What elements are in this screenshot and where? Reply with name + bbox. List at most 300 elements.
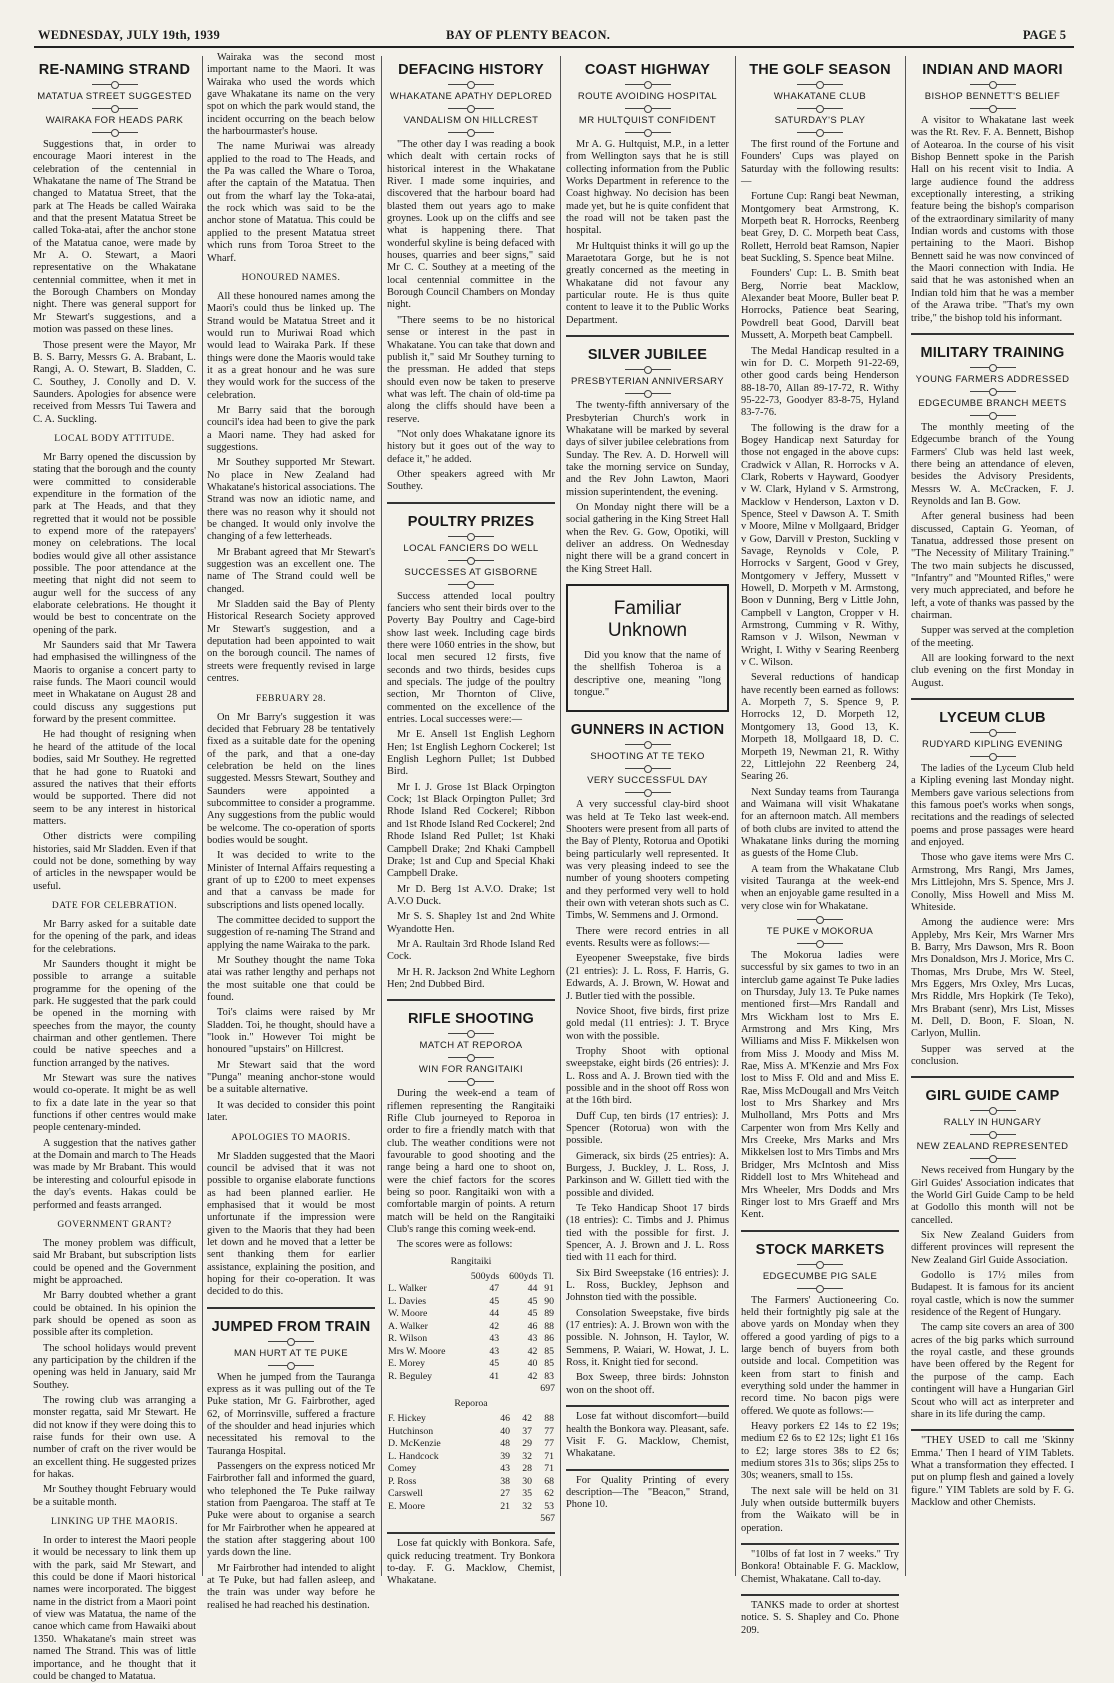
paragraph: On Monday night there will be a social gathering in the King Street Hall when the Rev. G. Gow, Opotiki, will deliver an address. On Wednesday night there will be a grand concert in the King Street Hall. xyxy=(566,501,729,575)
separator xyxy=(268,1341,314,1342)
paragraph: The ladies of the Lyceum Club held a Kipling evening last Monday night. Members gave various selections from this famous poet's works when songs, recitations and the readings of selected poems and prose passages were heard and enjoyed. xyxy=(911,763,1074,849)
paragraph: Mr Sladden said the Bay of Plenty Historical Research Society approved Mr Stewart's suggestion, and a deputation had been appointed to wait on the borough council. The names of streets were frequently revised in large centres. xyxy=(207,599,375,685)
separator xyxy=(797,84,843,85)
score: 21 xyxy=(500,1500,511,1512)
subheading: WIN FOR RANGITAIKI xyxy=(418,1064,524,1076)
total: 86 xyxy=(544,1333,554,1345)
separator xyxy=(625,132,671,133)
total: 77 xyxy=(544,1425,554,1437)
score: 46 xyxy=(500,1413,511,1425)
paragraph: Wairaka was the second most important name to the Maori. It was Wairaka who used the words which gave Whakatane its name on the very spot on which the park would stand, the incident occurring on the beach below the harbourmaster's house. xyxy=(207,52,375,138)
section-heading: HONOURED NAMES. xyxy=(241,272,341,283)
separator xyxy=(448,536,494,537)
paragraph: Mr D. Berg 1st A.V.O. Drake; 1st A.V.O Duck. xyxy=(387,883,555,907)
paragraph: Several reductions of handicap have recently been earned as follows: A. Morpeth 7, S. Spence 9, P. Horrocks 12, D. Morpeth 12, Montgomery 13, Good 13, K. Morpeth 18, Mollgaard 18, D. C. Morpeth 19, Newman 21, R. Withy 22, Littlejohn 22 Reenberg 24, Searing 26. xyxy=(741,672,899,783)
score: 46 xyxy=(527,1320,538,1332)
paragraph: Mr H. R. Jackson 2nd White Leghorn Hen; 2nd Dubbed Bird. xyxy=(387,966,555,990)
paragraph: The committee decided to support the suggestion of re-naming The Strand and applying the name Wairaka to the park. xyxy=(207,915,375,951)
table-row xyxy=(387,1296,555,1309)
column-header: Tl. xyxy=(542,1270,554,1282)
score: 38 xyxy=(500,1475,511,1487)
paragraph: Supper was served at the completion of the meeting. xyxy=(911,625,1074,649)
paragraph: The school holidays would prevent any participation by the children if the opening was held in January, said Mr Southey. xyxy=(33,1342,196,1391)
paragraph: Mr A. Raultain 3rd Rhode Island Red Cock. xyxy=(387,938,555,963)
table-row xyxy=(387,1346,555,1359)
article-rule xyxy=(911,1429,1074,1431)
article-rule xyxy=(387,1532,555,1534)
article-headline: RE-NAMING STRAND xyxy=(38,62,191,78)
separator xyxy=(625,744,671,745)
total: 77 xyxy=(544,1438,554,1450)
separator xyxy=(448,1033,494,1034)
separator xyxy=(448,1081,494,1082)
box-headline: Familiar Unknown xyxy=(607,597,688,641)
separator xyxy=(625,108,671,109)
column-rule xyxy=(381,56,382,1576)
paragraph: "There seems to be no historical sense or interest in the past in Whakatane. You can take that down and publish it," said Mr Southey turning to the pressman. He added that steps should even now be taken to preserve what was left. The chain of old-time pa along the cliffs should have been a reserve. xyxy=(387,314,555,425)
section-heading: LOCAL BODY ATTITUDE. xyxy=(54,433,175,444)
paragraph: Consolation Sweepstake, five birds (17 entries): A. J. Brown won with the possible. N. Johnson, H. Taylor, W. Semmens, P. Waiari, W. Howat, J. L. Ross, it. Knight tied for second. xyxy=(566,1307,729,1369)
paragraph: It was decided to write to the Minister of Internal Affairs requesting a grant of up to £200 to meet expenses and that a canvass be made for subscriptions and lists opened locally. xyxy=(207,850,375,911)
score: 27 xyxy=(500,1488,511,1500)
paragraph: There were record entries in all events. Results were as follows:— xyxy=(566,925,729,950)
shooter: D. McKenzie xyxy=(388,1438,441,1450)
separator xyxy=(797,943,843,944)
article-rule xyxy=(911,1076,1074,1078)
paragraph: Mr Southey thought February would be a suitable month. xyxy=(33,1484,196,1508)
shooter: Carswell xyxy=(388,1488,423,1500)
column-rule xyxy=(735,56,736,1576)
paragraph: Mr Barry opened the discussion by stating that the borough and the county were committed to considerable expenditure in the formation of the park at The Heads, and that they regretted that it would not be possible to expend more of the ratepayers' money on celebrations. The local bodies would give all other assistance possible. The poor attendance at the meeting that night did not seem to augur well for the success of any elaborate celebrations. He thought it would be best to concentrate on the opening of the park. xyxy=(33,451,196,636)
section-heading: GOVERNMENT GRANT? xyxy=(57,1219,172,1230)
paragraph: Mr S. S. Shapley 1st and 2nd White Wyandotte Hen. xyxy=(387,911,555,935)
paragraph: Heavy porkers £2 14s to £2 19s; medium £2 6s to £2 12s; light £1 16s to £2; large stores 38s to £2 6s; medium stores 31s to 36s; slips 25s to 30s; weaners, small to 15s. xyxy=(741,1420,899,1482)
score: 37 xyxy=(522,1425,532,1437)
score-table-reporoa xyxy=(387,1413,555,1513)
score: 43 xyxy=(489,1333,500,1345)
separator xyxy=(797,919,843,920)
paragraph: When he jumped from the Tauranga express as it was pulling out of the Te Puke station, Mr G. Fairbrother, aged 62, of Morrinsville, suffered a fracture of the shoulder and head injuries which necessitated his removal to the Tauranga Hospital. xyxy=(207,1371,375,1457)
paragraph: The following is the draw for a Bogey Handicap next Saturday for those not engaged in the above cups: Cradwick v Allan, R. Horrocks v A. Clark, Roberts v Hayward, Goodyer v W. Clark, Hyland v S. Armstrong, Macklow v Henderson, Laxton v D. Spence, Steel v Dawson A. T. Smith v Moore, Milne v Mollgaard, Bridger v Gow, Darvill v Preston, Suckling v Savage, Reynolds v Cole, P. Horrocks v Sargent, Good v Grey, Montgomery v Jeffery, Mussett v Howell, D. Morpeth v M. Armstong, Boon v Dunning, Berg v Little John, Campbell v Langton, Cropper v H. Armstrong, Cumming v R. Withy, Ramson v J. Wilson, Newman v Wright, I. Withy v Searing Reenberg v C. Wilson. xyxy=(741,422,899,669)
paragraph: Mr Saunders thought it might be possible to arrange a suitable programme for the opening of the park. He suggested that the park could be opened in the morning with speeches from the mayor, the county chairman and other gentlemen. There could be native speeches and a function arranged by the natives. xyxy=(33,958,196,1069)
column-header: 600yds xyxy=(509,1270,538,1282)
total: 90 xyxy=(544,1295,554,1307)
shooter: A. Walker xyxy=(388,1320,428,1332)
separator xyxy=(970,415,1016,416)
score: 29 xyxy=(522,1438,532,1450)
separator xyxy=(970,1134,1016,1135)
table-row xyxy=(387,1358,555,1371)
advertisement: Lose fat quickly with Bonkora. Safe, quick reducing treatment. Try Bonkora to-day. F. G. Macklow, Chemist, Whakatane. xyxy=(387,1538,555,1587)
advertisement: TANKS made to order at shortest notice. S. S. Shapley and Co. Phone 209. xyxy=(741,1600,899,1636)
shooter: P. Ross xyxy=(388,1475,417,1487)
column-1 xyxy=(33,52,197,1682)
paragraph: All are looking forward to the next club evening on the first Monday in August. xyxy=(911,653,1074,689)
total: 71 xyxy=(544,1450,554,1462)
paragraph: Trophy Shoot with optional sweepstake, eight birds (26 entries): J. L. Ross and A. J. Brown tied with the possible and in the shoot off Ross won at the 16th bird. xyxy=(566,1045,729,1107)
subheading: LOCAL FANCIERS DO WELL xyxy=(403,542,539,554)
subheading: WHAKATANE APATHY DEPLORED xyxy=(389,91,553,102)
paragraph: Mr Stewart was sure the natives would co-operate. It might be as well to fix a date late in the year so that functions if other centres would make people centenary-minded. xyxy=(33,1073,196,1134)
paragraph: Eyeopener Sweepstake, five birds (21 entries): J. L. Ross, F. Harris, G. Edwards, A. J. Brown, W. Howat and J. Butler tied with the possible. xyxy=(566,953,729,1002)
paragraph: Mr I. J. Grose 1st Black Orpington Cock; 1st Black Orpington Pullet; 3rd Rhode Island Red Cockerel; Ribbon and 1st Rhode Island Red Cockerel; 2nd Rhode Island Red Pullet; 1st Khaki Campbell Drake; 2nd Khaki Campbell Drake; 1st and Cup and Special Khaki Campbell Drake. xyxy=(387,781,555,880)
table-row xyxy=(387,1413,555,1426)
column-rule xyxy=(905,56,906,1576)
subheading: EDGECUMBE BRANCH MEETS xyxy=(918,397,1067,409)
paragraph: The camp site covers an area of 300 acres of the big parks which surround the royal castle, and these grounds have been offered by the Regent for the purpose of the camp. Each contingent will have a Hungarian Girl Scout who will act as interpreter and share in its life during the camp. xyxy=(911,1322,1074,1420)
paragraph: Fortune Cup: Rangi beat Newman, Montgomery beat Armstrong, K. Morpeth beat R. Horrocks, Reenberg beat Grey, D. C. Morpeth beat Cass, Rollett, Herrold beat Ramson, Napier beat Suckling, S. Spence beat Milne. xyxy=(741,191,899,265)
subheading: VERY SUCCESSFUL DAY xyxy=(587,775,708,787)
paragraph: The monthly meeting of the Edgecumbe branch of the Young Farmers' Club was held last week, there being an attendance of eleven, besides the Advisory Presidents, Messrs W. A. McCracken, F. J. Reynolds and Ian B. Gow. xyxy=(911,421,1074,507)
advertisement: "THEY USED to call me 'Skinny Emma.' Then I heard of YIM Tablets. What a transformation they effected. I put on plump flesh and gained a lovely figure." YIM Tablets are sold by F. G. Macklow and other Chemists. xyxy=(911,1435,1074,1508)
paragraph: The Medal Handicap resulted in a win for D. C. Morpeth 91-22-69, other good cards being Henderson 88-18-70, Allan 89-17-72, R. Withy 95-22-73, Goodyer 83-8-75, Hyland 83-7-76. xyxy=(741,345,899,419)
separator xyxy=(625,369,671,370)
article-headline: DEFACING HISTORY xyxy=(398,62,544,78)
article-rule xyxy=(566,1469,729,1471)
paragraph: Duff Cup, ten birds (17 entries): J. Spencer (Rotorua) won with the possible. xyxy=(566,1110,729,1147)
newspaper-title: BAY OF PLENTY BEACON. xyxy=(446,28,611,42)
paragraph: The next sale will be held on 31 July when outside buttermilk buyers from the Waikato will be in operation. xyxy=(741,1485,899,1534)
paragraph: Next Sunday teams from Tauranga and Waimana will visit Whakatane for an afternoon match. All members of both clubs are invited to attend the Whakatane links during the morning as guests of the Home Club. xyxy=(741,786,899,860)
article-headline: GUNNERS IN ACTION xyxy=(570,722,725,739)
score: 35 xyxy=(522,1488,532,1500)
score: 42 xyxy=(489,1320,500,1332)
shooter: F. Hickey xyxy=(388,1413,426,1425)
subheading: RUDYARD KIPLING EVENING xyxy=(922,739,1063,751)
score: 45 xyxy=(489,1358,500,1370)
paragraph: Six Bird Sweepstake (16 entries): J. L. Ross, Buckley, Jephson and Johnston tied with the possible. xyxy=(566,1267,729,1304)
subheading: SATURDAY'S PLAY xyxy=(774,115,866,126)
separator xyxy=(92,84,138,85)
shooter: Comey xyxy=(388,1463,417,1475)
score: 43 xyxy=(527,1333,538,1345)
page-number: PAGE 5 xyxy=(1022,28,1066,42)
paragraph: The twenty-fifth anniversary of the Presbyterian Church's work in Whakatane will be marked by several days of silver jubilee celebrations from Sunday. The Rev. A. D. Horwell will take the morning service on Sunday, and the Rev John Lawton, Maori mission superintendent, the evening. xyxy=(566,400,729,498)
paragraph: "The other day I was reading a book which dealt with certain rocks of historical interest in the Whakatane River. I made some inquiries, and discovered that the harbour board had blasted them out years ago to make groynes. Look up on the cliffs and see what is happening there. That wonderful skyline is being defaced with houses, quarries and beer signs," said Mr C. C. Southey at a meeting of the local centennial committee in the Borough Council Chambers on Monday night. xyxy=(387,139,555,311)
subheading: SHOOTING AT TE TEKO xyxy=(590,751,705,763)
total: 88 xyxy=(544,1320,554,1332)
paragraph: Other speakers agreed with Mr Southey. xyxy=(387,468,555,493)
article-rule xyxy=(566,1405,729,1407)
team-name: Reporoa xyxy=(454,1398,488,1410)
separator xyxy=(448,1057,494,1058)
paragraph: He had thought of resigning when he heard of the attitude of the local bodies, said Mr Southey. He regretted that he had gone to Ruatoki and assured the natives that their efforts would be supported. There did not seem to be any interest in historical matters. xyxy=(33,729,196,827)
paragraph: The first round of the Fortune and Founders' Cups was played on Saturday with the following results:— xyxy=(741,139,899,188)
subheading: TE PUKE v MOKORUA xyxy=(766,925,874,937)
paragraph: On Mr Barry's suggestion it was decided that February 28 be tentatively fixed as a suitable date for the opening of the park, and that a one-day celebration be held on the lines suggested. Messrs Stewart, Southey and Saunders were appointed a subcommittee to consider a programme. Any suggestions from the public would be welcome. The co-operation of sports bodies would be sought. xyxy=(207,711,375,846)
paragraph: Mr Fairbrother had intended to alight at Te Puke, but had fallen asleep, and the train was under way before he realised he had reached his destination. xyxy=(207,1562,375,1611)
article-headline: INDIAN AND MAORI xyxy=(922,62,1063,78)
article-rule xyxy=(911,698,1074,700)
table-row xyxy=(387,1333,555,1346)
subheading: PRESBYTERIAN ANNIVERSARY xyxy=(570,376,725,388)
subheading: YOUNG FARMERS ADDRESSED xyxy=(915,373,1070,385)
subheading: SUCCESSES AT GISBORNE xyxy=(404,566,538,578)
table-row xyxy=(387,1371,555,1384)
paragraph: It was decided to consider this point later. xyxy=(207,1099,375,1124)
paragraph: All these honoured names among the Maori's could thus be linked up. The Strand would be Matatua Street and it would run to Muriwai Road which would lead to Wairaka Park. If these things were done the Maoris would take it as a great honour and he was sure they would work for the success of the celebration. xyxy=(207,290,375,401)
section-heading: LINKING UP THE MAORIS. xyxy=(50,1517,179,1528)
score: 43 xyxy=(500,1463,511,1475)
masthead-rule xyxy=(34,46,1074,48)
article-rule xyxy=(207,1307,375,1309)
paragraph: Mr Barry doubted whether a grant could be obtained. In his opinion the park should be opened as soon as possible after its completion. xyxy=(33,1290,196,1339)
paragraph: Mr Sladden suggested that the Maori council be advised that it was not possible to organise elaborate functions as had been planned earlier. He emphasised that it would be most unfortunate if the impression were given to the Maoris that they had been let down and he moved that a letter be sent thanking them for earlier assistance, explaining the position, and hoping for their co-operation. It was decided to do this. xyxy=(207,1150,375,1298)
subheading: VANDALISM ON HILLCREST xyxy=(403,115,539,126)
score: 42 xyxy=(527,1370,538,1382)
subheading: MATCH AT REPOROA xyxy=(419,1040,523,1052)
score: 45 xyxy=(527,1308,538,1320)
section-heading: FEBRUARY 28. xyxy=(255,693,327,704)
score: 44 xyxy=(489,1308,500,1320)
paragraph: Mr E. Ansell 1st English Leghorn Hen; 1st English Leghorn Cockerel; 1st English Leghorn Pullet; 1st Dubbed Bird. xyxy=(387,729,555,778)
separator xyxy=(448,108,494,109)
paragraph: Passengers on the express noticed Mr Fairbrother fall and informed the guard, who telephoned the Te Puke railway station from Paengaroa. The staff at Te Puke were about to organise a search for Mr Fairbrother when he appeared at the station after staggering about 100 yards down the line. xyxy=(207,1461,375,1559)
article-headline: MILITARY TRAINING xyxy=(920,344,1065,361)
paragraph: Success attended local poultry fanciers who sent their birds over to the Poverty Bay Poultry and Cage-bird show last week. Including cage birds there were 1060 entries in the show, but local men secured 12 firsts, five seconds and two thirds, besides cups and specials. The judge of the poultry section, Mr Thornton of Clive, commented on the excellence of the entries. Local successes were:— xyxy=(387,590,555,726)
paragraph: The Mokorua ladies were successful by six games to two in an interclub game against Te Puke ladies on Thursday, July 13. Te Puke names mentioned first—Mrs Randall and Mrs Wickham lost to Mrs E. Armstrong and Mrs King, Mrs Williams and Miss F. Mikkelsen won from Miss J. Moody and Miss M. Rae, Miss A. M'Kenzie and Mrs Fox lost to Miss F. Old and and Miss E. Rae, Miss McDougall and Mrs Veitch lost to Mrs Sharkey and Mrs Mulholland, Mrs Potts and Mrs Carpenter won from Mrs Kelly and Mrs Creeke, Mrs Marks and Mrs Mikkelsen lost to Mrs Timbs and Mrs Bridger, Mrs McIntosh and Miss Riddell lost to Mrs Whitehead and Mrs Wheeler, Mrs Dodds and Mrs Ringer lost to Mrs Graeff and Mrs Kent. xyxy=(741,949,899,1221)
separator xyxy=(625,393,671,394)
total: 71 xyxy=(544,1463,554,1475)
table-row xyxy=(387,1451,555,1464)
paragraph: The name Muriwai was already applied to the road to The Heads, and the Pa was called the Whare o Toroa, after the captain of the Matatua. Then out from the wharf lay the Toka-atai, the rock which was said to be the anchor stone of Matatua. This could be applied to the present Matatua street which runs from Toroa Street to the Wharf. xyxy=(207,141,375,264)
column-5 xyxy=(741,52,899,1636)
separator xyxy=(970,391,1016,392)
paragraph: A team from the Whakatane Club visited Tauranga at the week-end when an enjoyable game resulted in a very close win for Whakatane. xyxy=(741,863,899,912)
paragraph: Gimerack, six birds (25 entries): A. Burgess, J. Buckley, J. L. Ross, J. Parkinson and W. Gillett tied with the possible and divided. xyxy=(566,1150,729,1199)
column-2 xyxy=(207,52,375,1611)
paragraph: Supper was served at the conclusion. xyxy=(911,1043,1074,1067)
shooter: Mrs W. Moore xyxy=(388,1345,446,1357)
separator xyxy=(448,560,494,561)
table-header-row xyxy=(387,1271,555,1284)
total: 88 xyxy=(544,1413,554,1425)
total: 85 xyxy=(544,1358,554,1370)
paragraph: Mr Brabant agreed that Mr Stewart's suggestion was an excellent one. The name of The Strand could well be changed. xyxy=(207,546,375,595)
paragraph: Godollo is 17½ miles from Budapest. It is famous for its ancient royal castle, which is now the summer residence of the Regent of Hungary. xyxy=(911,1270,1074,1319)
paragraph: Box Sweep, three birds: Johnston won on the shoot off. xyxy=(566,1372,729,1396)
separator xyxy=(92,108,138,109)
score: 44 xyxy=(527,1283,538,1295)
table-row xyxy=(387,1308,555,1321)
article-rule xyxy=(566,335,729,337)
separator xyxy=(448,584,494,585)
paragraph: Mr Stewart said that the word "Punga" meaning anchor-stone would be a suitable alternative. xyxy=(207,1059,375,1096)
total: 89 xyxy=(544,1308,554,1320)
total: 85 xyxy=(544,1345,554,1357)
article-headline: COAST HIGHWAY xyxy=(584,62,711,78)
paragraph: Mr A. G. Hultquist, M.P., in a letter from Wellington says that he is still collecting information from the Public Works Department in reference to the Coast highway. No decision has been made yet, but he is quite confident that the road will not be taken past the hospital. xyxy=(566,139,729,237)
paragraph: Those present were the Mayor, Mr B. S. Barry, Messrs G. A. Brabant, L. Rangi, A. O. Stewart, B. Sladden, C. C. Southey, J. Conolly and D. V. Saunders. Apologies for absence were received from Messrs Tui Tawera and C. A. Suckling. xyxy=(33,339,196,425)
separator xyxy=(970,1110,1016,1111)
paragraph: During the week-end a team of riflemen representing the Rangitaiki Rifle Club journeyed to Reporoa in order to fire a friendly match with that club. The weather conditions were not favourable to good shooting and the range being a hard one to shoot on, were the chief factors for the scores being so poor. Rangitaiki won with a comfortable margin of points. A return match will be held on the Rangitaiki Club's range this coming week-end. xyxy=(387,1088,555,1236)
table-row xyxy=(387,1501,555,1514)
paragraph: Novice Shoot, five birds, first prize gold medal (11 entries): J. T. Bryce won with the possible. xyxy=(566,1005,729,1042)
familiar-unknown-box xyxy=(566,584,729,712)
separator xyxy=(797,132,843,133)
table-row xyxy=(387,1476,555,1489)
paragraph: Mr Saunders said that Mr Tawera had emphasised the willingness of the Maoris to organise a concert party to raise funds. The Maori council would meet in Whakatane on August 28 and could discuss any suggestions put forward by the present committee. xyxy=(33,640,196,726)
paragraph: Six New Zealand Guiders from different provinces will represent the New Zealand Girl Guide Association. xyxy=(911,1230,1074,1266)
separator xyxy=(970,756,1016,757)
score: 43 xyxy=(489,1345,500,1357)
advertisement: For Quality Printing of every description—The "Beacon," Strand, Phone 10. xyxy=(566,1474,729,1511)
subheading: RALLY IN HUNGARY xyxy=(943,1117,1042,1129)
total: 62 xyxy=(544,1488,554,1500)
paragraph: Mr Southey supported Mr Stewart. No place in New Zealand had Whakatane's historical associations. The Strand was now an idiotic name, and there was no reason why it should not be changed. It would only involve the changing of a few letterheads. xyxy=(207,457,375,543)
paragraph: Mr Hultquist thinks it will go up the Maraetotara Gorge, but he is not greatly concerned as the meeting in Whakatane did not favour any particular route. He is thus quite content to leave it to the Public Works Department. xyxy=(566,240,729,326)
paragraph: The scores were as follows: xyxy=(397,1239,513,1251)
paragraph: The rowing club was arranging a monster regatta, said Mr Stewart. He did not know if they were doing this to raise funds for their own use. A number of craft on the river would be an excellent thing. He suggested prizes for hakas. xyxy=(33,1394,196,1481)
total: 83 xyxy=(544,1370,554,1382)
score: 32 xyxy=(522,1450,532,1462)
article-headline: STOCK MARKETS xyxy=(755,1241,885,1258)
article-rule xyxy=(387,999,555,1001)
paragraph: The Farmers' Auctioneering Co. held their fortnightly pig sale at the above yards on Monday when they offered a good yarding of pigs to a large bench of buyers from both outside and local. Competition was keen from start to finish and everything sold under the hammer in record time. No bacon pigs were offered. We quote as follows:— xyxy=(741,1294,899,1417)
team-total: 567 xyxy=(540,1513,555,1525)
score: 42 xyxy=(527,1345,538,1357)
separator xyxy=(92,132,138,133)
paragraph: Mr Barry asked for a suitable date for the opening of the park, and ideas for the celebrations. xyxy=(33,918,196,955)
article-rule xyxy=(911,333,1074,335)
article-rule xyxy=(741,1594,899,1596)
subheading: WAIRAKA FOR HEADS PARK xyxy=(45,115,184,126)
table-row xyxy=(387,1426,555,1439)
separator xyxy=(625,768,671,769)
shooter: E. Moore xyxy=(388,1500,426,1512)
shooter: W. Moore xyxy=(388,1308,428,1320)
paragraph: Mr Southey thought the name Toka atai was rather lengthy and perhaps not the most suitable one that could be found. xyxy=(207,955,375,1004)
table-row xyxy=(387,1463,555,1476)
separator xyxy=(625,792,671,793)
subheading: MR HULTQUIST CONFIDENT xyxy=(578,115,717,126)
paragraph: In order to interest the Maori people it would be necessary to link them up with the park, said Mr Stewart, and this could be done if Maori historical names were incorporated. The biggest name in the district from a Maori point of view was Matatua, the name of the canoe which came from Hawaiki about 1350. Whakatane's main street was named The Strand. This was of little importance, and he thought that it could be changed to Matatua. xyxy=(33,1535,197,1682)
separator xyxy=(448,132,494,133)
separator xyxy=(970,367,1016,368)
paragraph: Among the audience were: Mrs Appleby, Mrs Keir, Mrs Warner Mrs B. Barry, Mrs Dawson, Mrs R. Boon Mrs Donaldson, Mrs J. Morice, Mrs C. Thomas, Mrs Drube, Mrs W. Steel, Mrs Eggers, Mrs Oxley, Mrs Lucas, Mrs Riddle, Mrs Hopkirk (Te Teko), Mrs Brabant (senr), Mrs List, Misses M. Dell, D. Boon, F. Sloan, N. Carlyon, Mullin. xyxy=(911,917,1074,1040)
column-rule xyxy=(560,56,561,1576)
table-row xyxy=(387,1283,555,1296)
score: 30 xyxy=(522,1475,532,1487)
subheading: MAN HURT AT TE PUKE xyxy=(234,1347,348,1359)
team-name: Rangitaiki xyxy=(450,1255,492,1267)
total: 91 xyxy=(544,1283,554,1295)
paragraph: Suggestions that, in order to encourage Maori interest in the celebration of the centennial in Whakatane the name of The Strand be changed to Matatua Street, that the park at The Heads be called Wairaka and that the present Matatua Street be called Toka-atai, after the anchor stone of the Matatua canoe, were made by Mr A. O. Stewart, a Maori representative on the Whakatane centennial committee, when it met in the Borough Chambers on Monday night. There was general support for Mr Stewart's suggestions, and a motion was passed on these lines. xyxy=(33,139,196,336)
score: 42 xyxy=(522,1413,532,1425)
separator xyxy=(797,108,843,109)
separator xyxy=(797,1264,843,1265)
paragraph: After general business had been discussed, Captain G. Yeoman, of Tanatua, addressed those present on "The Necessity of Military Training." The two main subjects he discussed, "Infantry" and "Mounted Rifles," were very much appreciated, and before he left, a vote of thanks was passed by the chairman. xyxy=(911,511,1074,621)
separator xyxy=(268,1365,314,1366)
advertisement: Lose fat without discomfort—build health the Bonkora way. Pleasant, safe. Visit F. G. Macklow, Chemist, Whakatane. xyxy=(566,1411,729,1460)
paragraph: Did you know that the name of the shellfish Toheroa is a descriptive one, meaning "long tongue." xyxy=(574,649,721,698)
article-headline: RIFLE SHOOTING xyxy=(407,1011,535,1028)
paragraph: Te Teko Handicap Shoot 17 birds (18 entries): C. Timbs and J. Phimus tied with the possible for first. J. Spencer, A. J. Brown and J. L. Ross tied with 11 each for third. xyxy=(566,1203,729,1264)
column-3 xyxy=(387,52,555,1587)
paragraph: Other districts were compiling histories, said Mr Sladden. Even if that could not be done, something by way of articles in the newspaper would be useful. xyxy=(33,831,196,892)
article-headline: SILVER JUBILEE xyxy=(587,347,708,364)
score: 45 xyxy=(489,1295,500,1307)
shooter: E. Morey xyxy=(388,1358,426,1370)
separator xyxy=(970,1158,1016,1159)
score: 39 xyxy=(500,1450,511,1462)
article-rule xyxy=(387,502,555,504)
article-headline: GIRL GUIDE CAMP xyxy=(925,1088,1060,1105)
column-6 xyxy=(911,52,1074,1582)
shooter: L. Handcock xyxy=(388,1450,439,1462)
paragraph: A visitor to Whakatane last week was the Rt. Rev. F. A. Bennett, Bishop of Aotearoa. In the course of his visit Bishop Bennett spoke in the Parish Hall on his recent visit to India. A large audience found the address exceptionally interesting, a striking feature being the bishop's comparison of the extraordinary similarity of many Indian words and customs with those pertaining to the Maori. Bishop Bennett said he was now convinced of the Maori connection with India. He said that he was astonished when an Indian told him that he was a member of the Arawa tribe. "That's my own tribe," the bishop told his informant. xyxy=(911,115,1074,324)
paragraph: Mr Barry said that the borough council's idea had been to give the park a Maori name. They had asked for suggestions. xyxy=(207,404,375,453)
team-total: 697 xyxy=(540,1383,555,1395)
subheading: BISHOP BENNETT'S BELIEF xyxy=(924,91,1061,102)
total: 68 xyxy=(544,1475,554,1487)
column-rule xyxy=(202,56,203,1576)
shooter: Hutchinson xyxy=(388,1425,434,1437)
separator xyxy=(970,84,1016,85)
paragraph: Toi's claims were raised by Mr Sladden. Toi, he thought, should have a "look in." However Toi might be honoured "upstairs" on Hillcrest. xyxy=(207,1007,375,1056)
separator xyxy=(448,84,494,85)
shooter: L. Davies xyxy=(388,1295,427,1307)
shooter: R. Beguley xyxy=(388,1370,433,1382)
score: 32 xyxy=(522,1500,532,1512)
paragraph: News received from Hungary by the Girl Guides' Association indicates that the World Girl Guide Camp to be held at Godollo this month will not be cancelled. xyxy=(911,1165,1074,1226)
score: 40 xyxy=(500,1425,511,1437)
score: 40 xyxy=(527,1358,538,1370)
shooter: L. Walker xyxy=(388,1283,427,1295)
column-4 xyxy=(566,52,729,1582)
article-rule xyxy=(741,1543,899,1545)
subheading: ROUTE AVOIDING HOSPITAL xyxy=(577,91,718,102)
paragraph: A very successful clay-bird shoot was held at Te Teko last week-end. Shooters were present from all parts of the Bay of Plenty, Rotorua and Opotiki being particularly well represented. It was very pleasing indeed to see the number of young shooters competing and they performed very well to hold their own with veteran shots such as C. Timbs, W. Semmens and J. Ormond. xyxy=(566,799,729,922)
paragraph: Founders' Cup: L. B. Smith beat Berg, Norrie beat Macklow, Alexander beat Moore, Buller beat P. Horrocks, Patience beat Searing, Powdrell beat Good, Darvill beat Mussett, A. Morpeth beat Campbell. xyxy=(741,268,899,342)
issue-date: WEDNESDAY, JULY 19th, 1939 xyxy=(38,28,221,42)
separator xyxy=(625,84,671,85)
paragraph: The money problem was difficult, said Mr Brabant, but subscription lists could be opened and the Government might be approached. xyxy=(33,1237,196,1286)
subheading: NEW ZEALAND REPRESENTED xyxy=(916,1141,1069,1153)
masthead xyxy=(0,0,1114,48)
paragraph: "Not only does Whakatane ignore its history but it goes out of the way to deface it," he added. xyxy=(387,428,555,465)
table-row xyxy=(387,1438,555,1451)
score-table-rangitaiki xyxy=(387,1271,555,1384)
score: 28 xyxy=(522,1463,532,1475)
column-header: 500yds xyxy=(470,1270,500,1282)
article-headline: LYCEUM CLUB xyxy=(939,710,1046,727)
subheading: EDGECUMBE PIG SALE xyxy=(762,1270,878,1282)
subheading: WHAKATANE CLUB xyxy=(773,91,867,102)
section-heading: DATE FOR CELEBRATION. xyxy=(51,900,178,911)
score: 45 xyxy=(527,1295,538,1307)
separator xyxy=(970,108,1016,109)
shooter: R. Wilson xyxy=(388,1333,428,1345)
table-row xyxy=(387,1321,555,1334)
paragraph: Those who gave items were Mrs C. Armstrong, Mrs Rangi, Mrs James, Mrs Littlejohn, Mrs S. Spence, Mrs J. Conolly, Miss Howell and Miss M. Whiteside. xyxy=(911,852,1074,913)
score: 47 xyxy=(489,1283,500,1295)
subheading: MATATUA STREET SUGGESTED xyxy=(37,91,192,102)
section-heading: APOLOGIES TO MAORIS. xyxy=(231,1132,351,1143)
article-headline: POULTRY PRIZES xyxy=(407,513,535,530)
advertisement: "10lbs of fat lost in 7 weeks." Try Bonkora! Obtainable F. G. Macklow, Chemist, Whakatane. Call to-day. xyxy=(741,1549,899,1585)
article-headline: THE GOLF SEASON xyxy=(749,62,891,78)
score: 48 xyxy=(500,1438,511,1450)
separator xyxy=(970,732,1016,733)
score: 41 xyxy=(489,1370,500,1382)
article-rule xyxy=(741,1230,899,1232)
paragraph: A suggestion that the natives gather at the Domain and march to The Heads was made by Mr Brabant. This would be interesting and colourful episode in the day's events. Hakas could be performed and feasts arranged. xyxy=(33,1137,196,1211)
total: 53 xyxy=(544,1500,554,1512)
separator xyxy=(797,1288,843,1289)
article-headline: JUMPED FROM TRAIN xyxy=(211,1318,371,1335)
table-row xyxy=(387,1488,555,1501)
